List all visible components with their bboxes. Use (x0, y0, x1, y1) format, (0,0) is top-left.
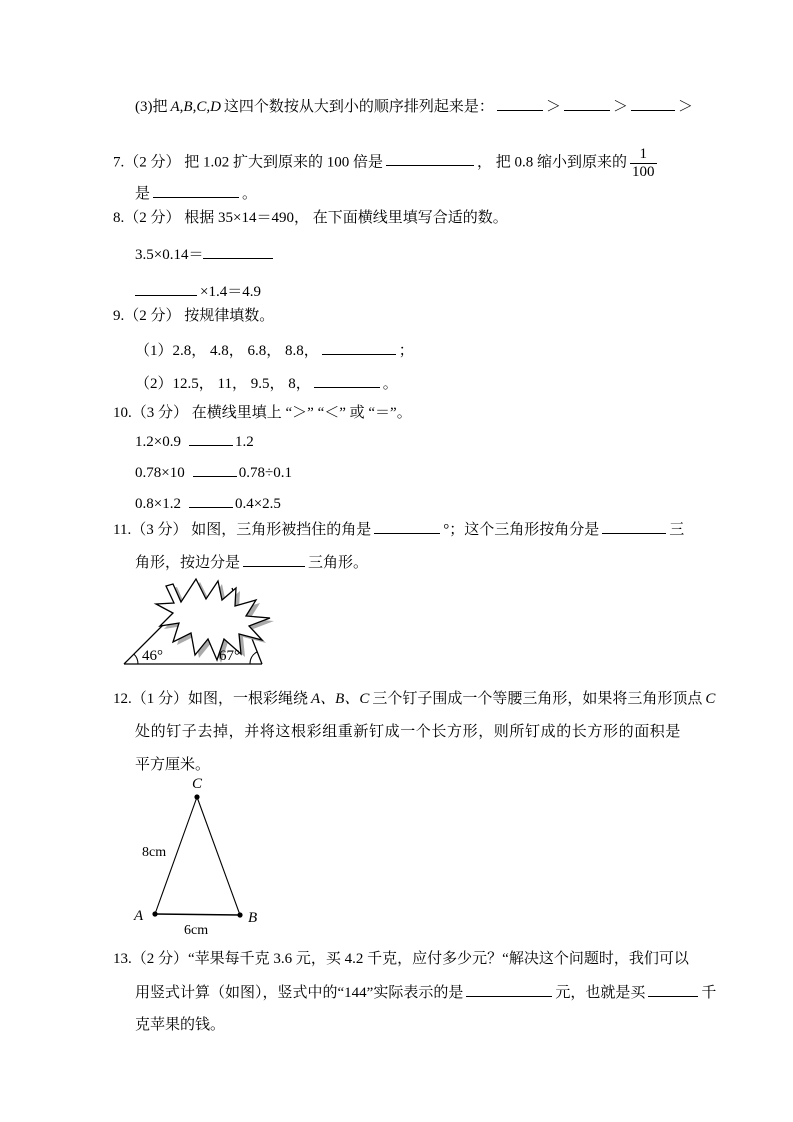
q6sub3-prefix: (3)把 (135, 99, 168, 115)
question-13-line-2 (135, 982, 716, 1003)
q6sub3-variables: A,B,C,D (170, 99, 221, 115)
q10-header-text: 10.（3 分） 在横线里填上 “＞” “＜” 或 “＝”。 (113, 405, 412, 421)
q6sub3-text: 这四个数按从大到小的顺序排列起来是： (223, 99, 494, 115)
vertex-c-label: C (192, 776, 203, 792)
starburst-shape (156, 579, 270, 660)
answer-blank (203, 244, 273, 259)
answer-blank (189, 431, 233, 446)
question-11-line-2 (135, 552, 368, 573)
q12-text-2: 三个钉子围成一个等腰三角形，如果将三角形顶点 (372, 691, 703, 707)
q7-text-3: 是 (135, 186, 151, 202)
question-10-row-2 (135, 462, 292, 483)
question-11-line-1 (113, 519, 684, 540)
vertex-a-dot (152, 911, 157, 916)
triangle-abc-svg (122, 776, 272, 944)
answer-blank (497, 96, 543, 111)
q11-text-2: °；这个三角形按角分是 (443, 522, 600, 538)
question-10-row-1 (135, 431, 254, 452)
q11-text-3: 三 (669, 522, 685, 538)
q13-text-4: 千 (701, 985, 717, 1001)
q9-seq-1: （1）2.8， 4.8， 6.8， 8.8， (135, 343, 319, 359)
q7-text-2: ， 把 0.8 缩小到原来的 (477, 154, 628, 171)
side-length-label: 8cm (142, 845, 167, 860)
question-8-line-1 (135, 244, 276, 265)
question-12-line-3 (135, 755, 210, 775)
answer-blank (322, 340, 396, 355)
q10-left-expr: 0.78×10 (135, 465, 185, 481)
q7-text-1: 7.（2 分） 把 1.02 扩大到原来的 100 倍是 (113, 154, 384, 171)
side-cb-line (197, 797, 240, 915)
answer-blank (374, 519, 440, 534)
question-12-line-1 (113, 689, 718, 709)
base-length-label: 6cm (184, 923, 209, 938)
starburst-triangle-svg (118, 576, 288, 672)
answer-blank (466, 982, 552, 997)
question-9-line-1 (135, 340, 414, 361)
left-angle-arc (134, 654, 138, 664)
question-13-line-1 (113, 949, 689, 969)
q8-expr-1: 3.5×0.14＝ (135, 247, 204, 263)
q10-right-expr: 0.78÷0.1 (238, 465, 292, 481)
q10-right-expr: 1.2 (234, 434, 254, 450)
greater-than-sign: ＞ (677, 99, 693, 115)
right-angle-arc (250, 652, 257, 664)
base-ab-line (155, 914, 240, 915)
angle-label-right: 67° (219, 648, 240, 664)
question-10-row-3 (135, 493, 281, 514)
question-7-line-2 (135, 183, 257, 204)
q13-text-2: 用竖式计算（如图），竖式中的“144”实际表示的是 (135, 985, 464, 1001)
question-13-line-3 (135, 1015, 225, 1035)
q8-expr-2: ×1.4＝4.9 (200, 284, 261, 300)
q13-text-5: 克苹果的钱。 (135, 1017, 226, 1033)
answer-blank (386, 151, 474, 166)
q10-right-expr: 0.4×2.5 (234, 496, 281, 512)
q12-text-3: 处的钉子去掉，并将这根彩组重新钉成一个长方形，则所钉成的长方形的面积是 (135, 724, 682, 740)
fraction-denominator: 100 (632, 163, 655, 180)
answer-blank (602, 519, 666, 534)
question-9-header (113, 306, 274, 326)
q10-left-expr: 0.8×1.2 (135, 496, 181, 512)
q10-left-expr: 1.2×0.9 (135, 434, 181, 450)
q9-seq-2: （2）12.5， 11， 9.5， 8， (135, 376, 311, 392)
answer-blank (314, 373, 380, 388)
q12-vertex-names: A、B、C (311, 691, 370, 707)
q9-header-text: 9.（2 分） 按规律填数。 (113, 308, 275, 324)
q12-vertex-c: C (705, 691, 716, 707)
q9-punct-1: ； (398, 343, 414, 359)
vertex-c-dot (194, 794, 199, 799)
vertex-b-label: B (248, 910, 258, 926)
question-9-line-2 (135, 373, 398, 394)
q9-punct-2: 。 (382, 376, 398, 392)
q13-text-1: 13.（2 分）“苹果每千克 3.6 元，买 4.2 千克，应付多少元？“解决这个问题时，我们可以 (113, 951, 689, 967)
q11-text-4: 角形，按边分是 (135, 555, 241, 571)
q12-text-4: 平方厘米。 (135, 757, 211, 773)
question-8-header (113, 208, 508, 228)
q8-header-text: 8.（2 分） 根据 35×14＝490， 在下面横线里填写合适的数。 (113, 210, 508, 226)
greater-than-sign: ＞ (612, 99, 628, 115)
q13-text-3: 元，也就是买 (555, 985, 646, 1001)
vertex-a-label: A (134, 908, 144, 924)
answer-blank (153, 183, 239, 198)
question-6-sub3 (135, 96, 693, 117)
angle-label-left: 46° (142, 648, 163, 664)
answer-blank (564, 96, 610, 111)
q11-text-5: 三角形。 (308, 555, 369, 571)
answer-blank (243, 552, 305, 567)
q11-text-1: 11.（3 分） 如图，三角形被挡住的角是 (113, 522, 372, 538)
question-12-line-2 (135, 722, 681, 742)
question-7-line-1 (113, 146, 657, 180)
answer-blank (648, 982, 698, 997)
figure-starburst-triangle (118, 576, 288, 677)
answer-blank (631, 96, 675, 111)
vertex-b-dot (237, 912, 242, 917)
question-10-header (113, 403, 412, 423)
q7-text-4: 。 (242, 186, 258, 202)
answer-blank (193, 462, 237, 477)
answer-blank (189, 493, 233, 508)
greater-than-sign: ＞ (545, 99, 561, 115)
fraction-numerator: 1 (639, 146, 648, 162)
fraction-1-over-100 (630, 146, 657, 180)
answer-blank (135, 281, 197, 296)
q12-text-1: 12.（1 分）如图，一根彩绳绕 (113, 691, 309, 707)
question-8-line-2 (135, 281, 261, 302)
figure-triangle-abc (122, 776, 272, 949)
